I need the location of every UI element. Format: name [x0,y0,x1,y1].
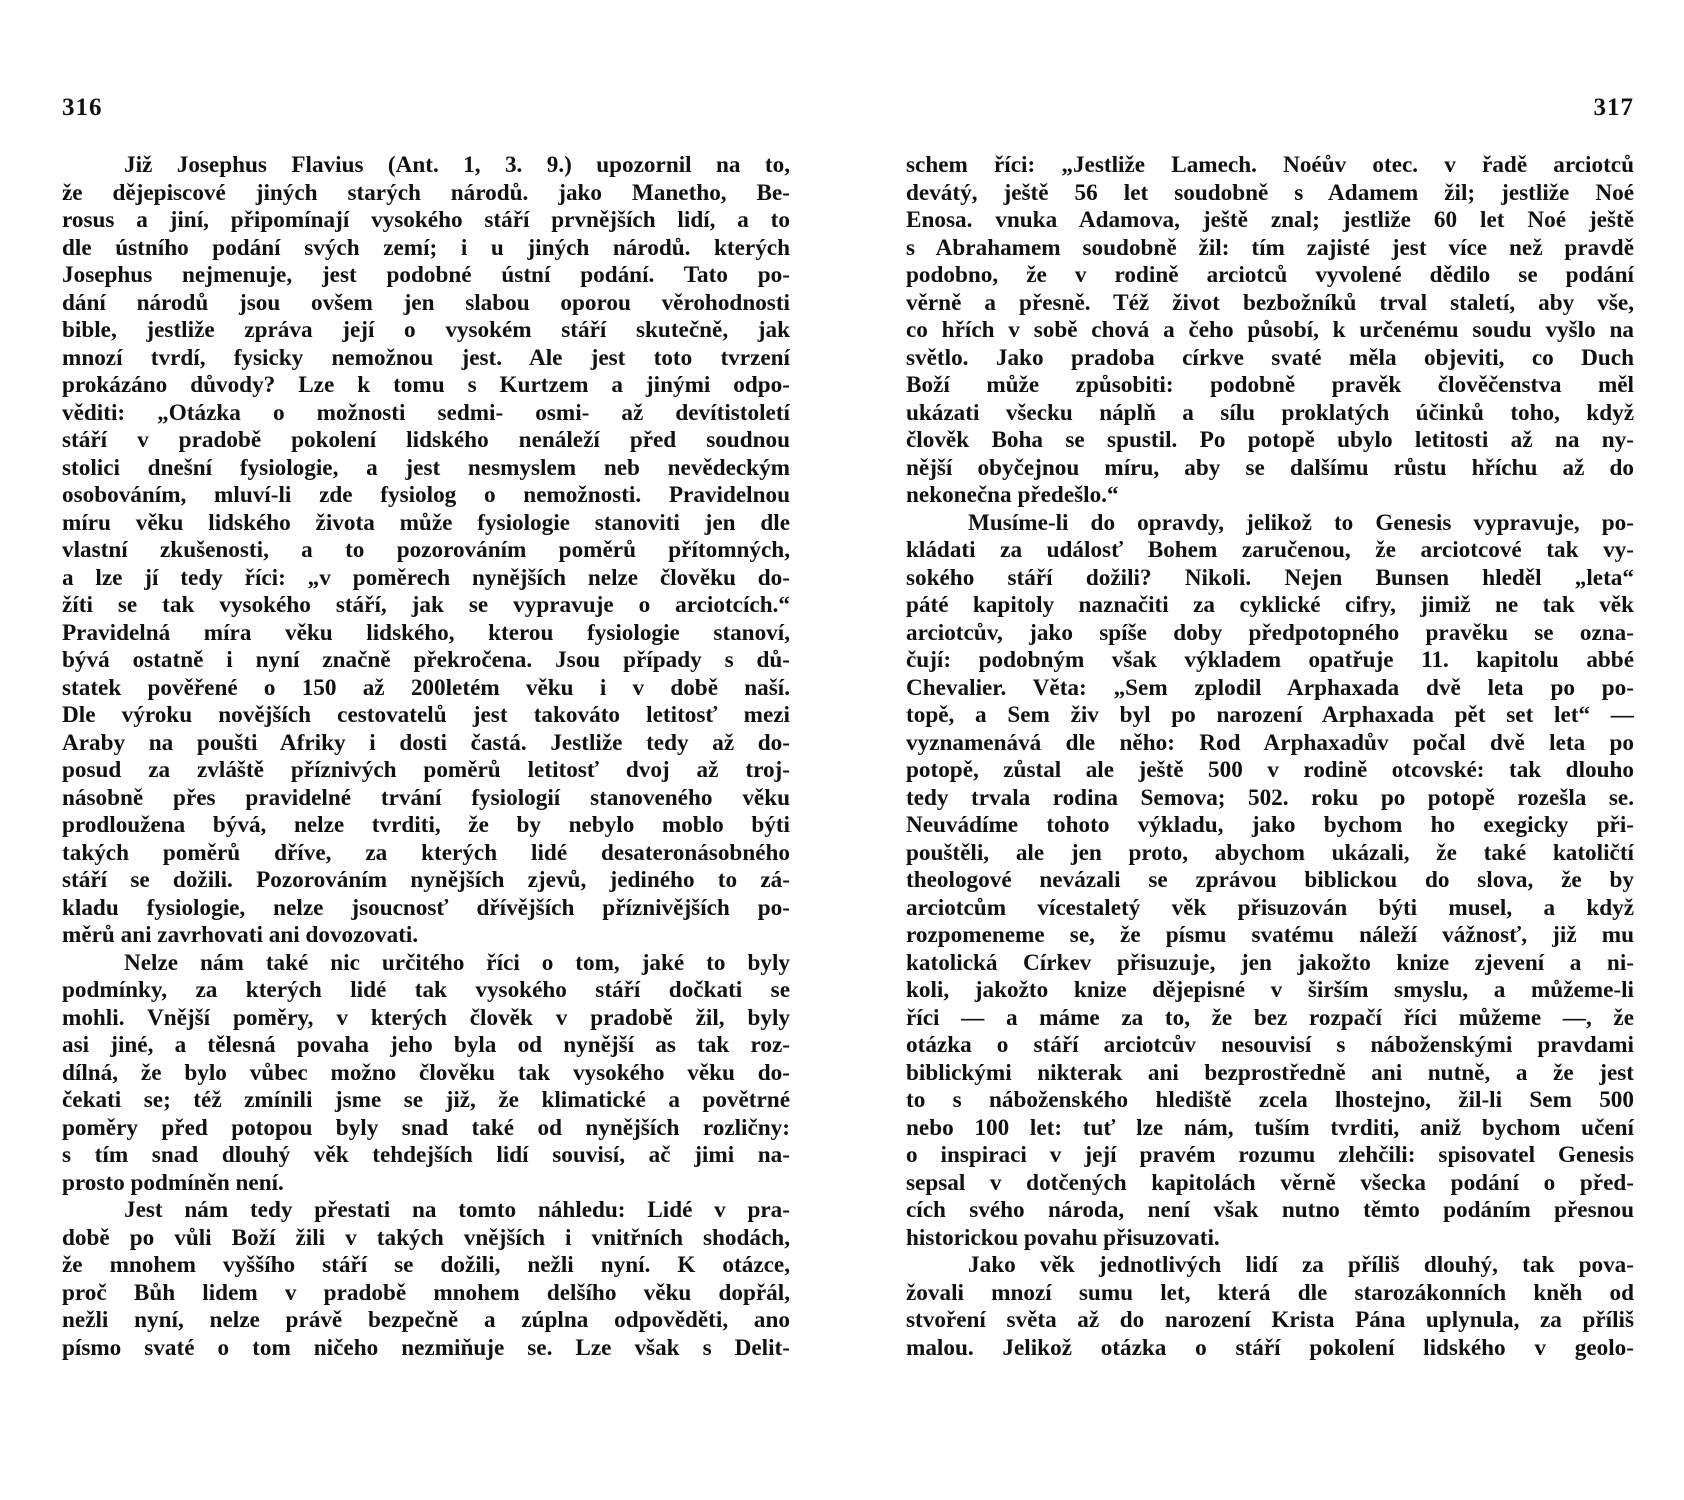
text-line: Nelze nám také nic určitého říci o tom, jaké to byly [124,949,790,976]
text-line: Jako věk jednotlivých lidí za příliš dlouhý, tak pova- [968,1252,1634,1278]
text-line: pouštěli, ale jen proto, abychom ukázali, že také katoličtí [906,839,1634,866]
text-line: věditi: „Otázka o možnosti sedmi- osmi- až devítistoletí [62,399,790,426]
text-line: dle ústního podání svých zemí; i u jiných národů. kterých [62,234,790,261]
text-line: s Abrahamem soudobně žil: tím zajisté jest více než pravdě [906,234,1634,261]
text-line: Dle výroku novějších cestovatelů jest takováto letitosť mezi [62,702,790,728]
text-line: prokázáno důvody? Lze k tomu s Kurtzem a jinými odpo- [62,372,790,398]
text-line: nežli nyní, nelze právě bezpečně a zúplna odpověděti, ano [62,1307,790,1333]
text-line: sokého stáří dožili? Nikoli. Nejen Bunsen hleděl „leta“ [906,564,1634,591]
text-line: arciotcův, jako spíše doby předpotopného pravěku se ozna- [906,619,1634,646]
text-line: měrů ani zavrhovati ani dovozovati. [62,922,419,948]
left-page [62,90,790,1362]
text-line: koli, jakožto knize dějepisné v širším smyslu, a můžeme-li [906,977,1634,1003]
text-line: Pravidelná míra věku lidského, kterou fysiologie stanoví, [62,619,790,646]
page-number: 316 [62,94,103,121]
text-line: katolická Církev přisuzuje, jen jakožto knize zjevení a ni- [906,949,1634,976]
text-line: rozpomeneme se, že písmu svatému náleží vážnosť, již mu [906,922,1634,948]
page-text [62,152,790,1362]
text-line: Josephus nejmenuje, jest podobné ústní podání. Tato po- [62,262,790,288]
text-line: písmo svaté o tom ničeho nezmiňuje se. Lze však s Delit- [62,1334,790,1361]
text-line: stolici dnešní fysiologie, a jest nesmyslem neb nevědeckým [62,454,790,481]
text-line: takých poměrů dříve, za kterých lidé desateronásobného [62,839,790,866]
text-line: násobně přes pravidelné trvání fysiologií stanoveného věku [62,784,790,811]
text-line: stvoření světa až do narození Krista Pána uplynula, za příliš [906,1307,1634,1333]
text-line: čují: podobným však výkladem opatřuje 11. kapitolu abbé [906,647,1634,673]
text-line: Araby na poušti Afriky i dosti častá. Jestliže tedy až do- [62,729,790,756]
text-line: Enosa. vnuka Adamova, ještě znal; jestliže 60 let Noé ještě [906,207,1634,233]
text-line: tedy trvala rodina Semova; 502. roku po potopě rozešla se. [906,784,1634,811]
text-line: nější obyčejnou míru, aby se dalšímu růstu hříchu až do [906,454,1634,481]
text-line: devátý, ještě 56 let soudobně s Adamem žil; jestliže Noé [906,179,1634,206]
text-line: s tím snad dlouhý věk tehdejších lidí souvisí, ač jimi na- [62,1142,790,1168]
text-line: vyznamenává dle něho: Rod Arphaxadův počal dvě leta po [906,729,1634,756]
text-line: nekonečna předešlo.“ [906,482,1119,508]
text-line: Již Josephus Flavius (Ant. 1, 3. 9.) upozornil na to, [124,152,790,178]
text-line: mnozí tvrdí, fysicky nemožnou jest. Ale jest toto tvrzení [62,344,790,371]
text-line: kládati za událosť Bohem zaručenou, že arciotcové tak vy- [906,537,1634,563]
text-line: statek pověřené o 150 až 200letém věku i v době naší. [62,674,790,701]
text-line: topě, a Sem živ byl po narození Arphaxada pět set let“ — [906,702,1634,728]
text-line: proč Bůh lidem v pradobě mnohem delšího věku dopřál, [62,1279,790,1306]
text-line: ukázati všecku náplň a sílu proklatých účinků toho, když [906,399,1634,426]
text-line: historickou povahu přisuzovati. [906,1224,1220,1251]
text-line: době po vůli Boží žili v takých vnějších i vnitřních shodách, [62,1224,790,1251]
text-line: že mnohem vyššího stáří se dožili, nežli nyní. K otázce, [62,1252,790,1278]
text-line: asi jiné, a tělesná povaha jeho byla od nynější as tak roz- [62,1032,790,1058]
text-line: žovali mnozí sumu let, která dle starozákonních kněh od [906,1279,1634,1306]
text-line: Chevalier. Věta: „Sem zplodil Arphaxada dvě leta po po- [906,674,1634,701]
text-line: že dějepiscové jiných starých národů. jako Manetho, Be- [62,179,790,206]
text-line: mohli. Vnější poměry, v kterých člověk v pradobě žil, byly [62,1004,790,1031]
text-line: o inspiraci v její pravém rozumu zlehčili: spisovatel Genesis [906,1142,1634,1168]
text-line: osobováním, mluví-li zde fysiolog o nemožnosti. Pravidelnou [62,482,790,508]
text-line: potopě, zůstal ale ještě 500 v rodině otcovské: tak dlouho [906,757,1634,783]
text-line: schem říci: „Jestliže Lamech. Noéův otec. v řadě arciotců [906,152,1634,178]
text-line: poměry před potopou byly snad také od nynějších rozličny: [62,1114,790,1141]
text-line: prosto podmíněn není. [62,1169,284,1196]
text-line: světlo. Jako pradoba církve svaté měla objeviti, co Duch [906,344,1634,371]
right-page [906,90,1634,1362]
text-line: stáří se dožili. Pozorováním nynějších zjevů, jediného to zá- [62,867,790,893]
text-line: Musíme-li do opravdy, jelikož to Genesis vypravuje, po- [968,509,1634,536]
text-line: dílná, že bylo vůbec možno člověku tak vysokého věku do- [62,1059,790,1086]
text-line: to s náboženského hlediště zcela lhostejno, žil-li Sem 500 [906,1087,1634,1113]
text-line: čekati se; též zmínili jsme se již, že klimatické a povětrné [62,1087,790,1113]
text-line: říci — a máme za to, že bez rozpačí říci můžeme —, že [906,1004,1634,1031]
text-line: vlastní zkušenosti, a to pozorováním poměrů přítomných, [62,537,790,563]
text-line: kladu fysiologie, nelze jsoucnosť dřívějších příznivějších po- [62,894,790,921]
text-line: otázka o stáří arciotcův nesouvisí s náboženskými pravdami [906,1032,1634,1058]
text-line: míru věku lidského života může fysiologie stanoviti jen dle [62,509,790,536]
text-line: dání národů jsou ovšem jen slabou oporou věrohodnosti [62,289,790,316]
text-line: rosus a jiní, připomínají vysokého stáří prvnějších lidí, a to [62,207,790,233]
text-line: malou. Jelikož otázka o stáří pokolení lidského v geolo- [906,1334,1634,1361]
page-text [906,152,1634,1362]
text-line: Neuvádíme tohoto výkladu, jako bychom ho exegicky při- [906,812,1634,838]
text-line: člověk Boha se spustil. Po potopě ubylo letitosti až na ny- [906,427,1634,453]
text-line: podmínky, za kterých lidé tak vysokého stáří dočkati se [62,977,790,1003]
text-line: páté kapitoly naznačiti za cyklické cifry, jimiž ne tak věk [906,592,1634,618]
text-line: Boží může způsobiti: podobně pravěk člověčenstva měl [906,372,1634,398]
text-line: žíti se tak vysokého stáří, jak se vypravuje o arciotcích.“ [62,592,790,618]
text-line: bývá ostatně i nyní značně překročena. Jsou případy s dů- [62,647,790,673]
text-line: posud za zvláště příznivých poměrů letitosť dvoj až troj- [62,757,790,783]
text-line: a lze jí tedy říci: „v poměrech nynějších nelze člověku do- [62,564,790,591]
text-line: biblickými nikterak ani bezprostředně ani nutně, a že jest [906,1059,1634,1086]
text-line: sepsal v dotčených kapitolách věrně všecka podání o před- [906,1169,1634,1196]
text-line: věrně a přesně. Též život bezbožníků trval staletí, aby vše, [906,289,1634,316]
page-number: 317 [1593,94,1634,121]
text-line: stáří v pradobě pokolení lidského nenáleží před soudnou [62,427,790,453]
text-line: prodloužena bývá, nelze tvrditi, že by nebylo moblo býti [62,812,790,838]
text-line: theologové nevázali se zprávou biblickou do slova, že by [906,867,1634,893]
text-line: co hřích v sobě chová a čeho působí, k určenému soudu vyšlo na [906,317,1634,343]
text-line: podobno, že v rodině arciotců vyvolené dědilo se podání [906,262,1634,288]
text-line: nebo 100 let: tuť lze nám, tuším tvrditi, aniž bychom učení [906,1114,1634,1141]
text-line: bible, jestliže zpráva její o vysokém stáří skutečně, jak [62,317,790,343]
text-line: arciotcům vícestaletý věk přisuzován býti musel, a když [906,894,1634,921]
text-line: Jest nám tedy přestati na tomto náhledu: Lidé v pra- [124,1197,790,1223]
text-line: cích svého národa, není však nutno těmto podáním přesnou [906,1197,1634,1223]
